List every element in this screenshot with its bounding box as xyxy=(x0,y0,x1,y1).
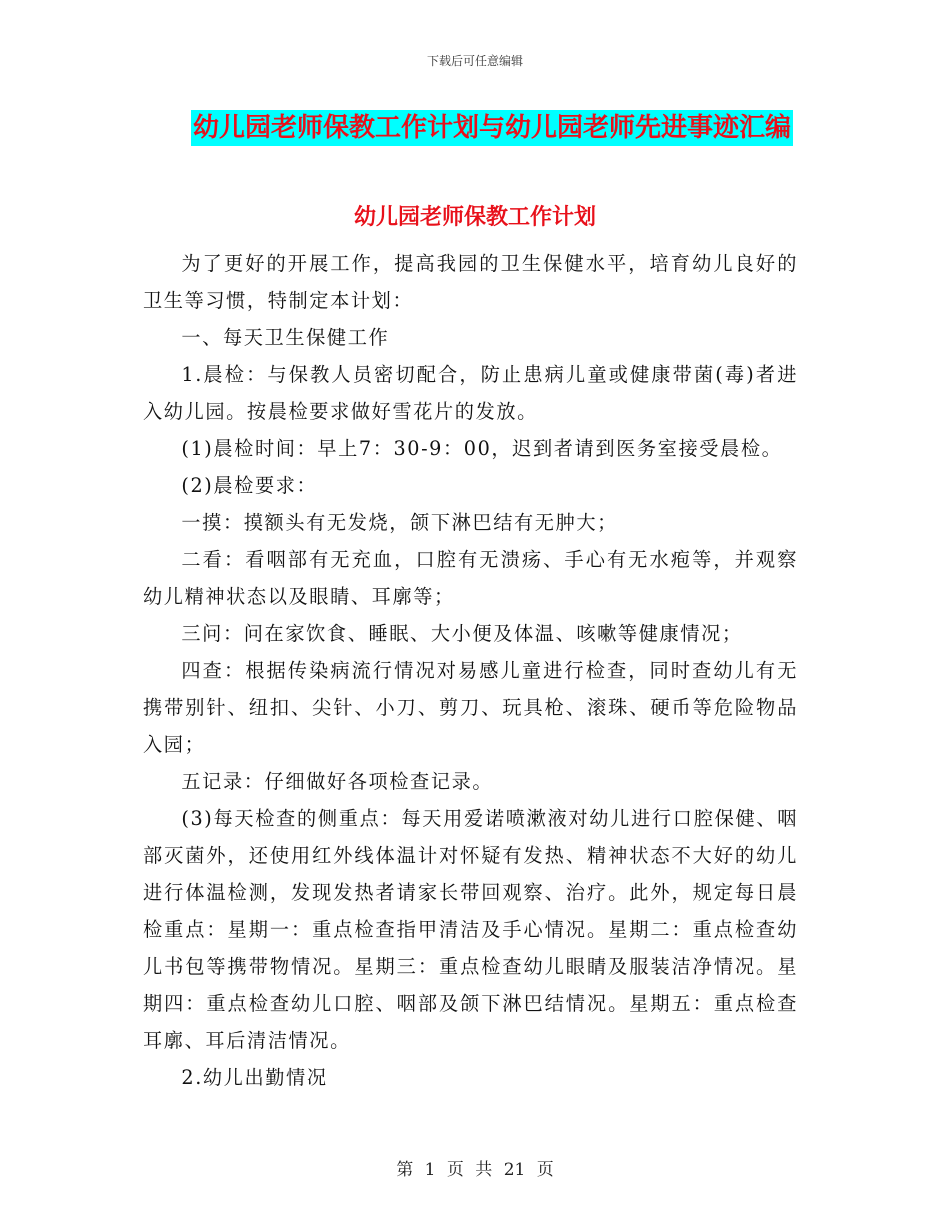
paragraph-ask: 三问：问在家饮食、睡眠、大小便及体温、咳嗽等健康情况； xyxy=(181,622,743,645)
page-number-footer: 第 1 页 共 21 页 xyxy=(396,1160,554,1180)
page-header-note: 下载后可任意编辑 xyxy=(426,54,523,68)
paragraph-morning-check: 1.晨检：与保教人员密切配合，防止患病儿童或健康带菌(毒)者进入幼儿园。按晨检要求做好雪花片的发放。 xyxy=(143,363,798,423)
paragraph-daily-focus: (3)每天检查的侧重点：每天用爱诺喷漱液对幼儿进行口腔保健、咽部灭菌外，还使用红外线体温计对怀疑有发热、精神状态不大好的幼儿进行体温检测，发现发热者请家长带回观察、治疗。此外，规定每日晨检重点：星期一：重点检查指甲清洁及手心情况。星期二：重点检查幼儿书包等携带物情况。星期三：重点检查幼儿眼睛及服装洁净情况。星期四：重点检查幼儿口腔、咽部及颌下淋巴结情况。星期五：重点检查耳廓、耳后清洁情况。 xyxy=(143,807,798,1052)
paragraph-record: 五记录：仔细做好各项检查记录。 xyxy=(181,770,494,793)
paragraph-attendance: 2.幼儿出勤情况 xyxy=(181,1066,328,1089)
paragraph-inspect: 四查：根据传染病流行情况对易感儿童进行检查，同时查幼儿有无携带别针、纽扣、尖针、小刀、剪刀、玩具枪、滚珠、硬币等危险物品入园； xyxy=(143,659,798,756)
paragraph-intro: 为了更好的开展工作，提高我园的卫生保健水平，培育幼儿良好的卫生等习惯，特制定本计划： xyxy=(143,252,798,312)
document-body xyxy=(143,245,798,1096)
paragraph-touch: 一摸：摸额头有无发烧，颌下淋巴结有无肿大； xyxy=(181,511,618,534)
document-main-title: 幼儿园老师保教工作计划与幼儿园老师先进事迹汇编 xyxy=(191,110,793,146)
paragraph-look: 二看：看咽部有无充血，口腔有无溃疡、手心有无水疱等，并观察幼儿精神状态以及眼睛、耳廓等； xyxy=(143,548,798,608)
paragraph-check-requirements: (2)晨检要求： xyxy=(181,474,318,497)
paragraph-check-time: (1)晨检时间：早上7：30-9：00，迟到者请到医务室接受晨检。 xyxy=(181,437,783,460)
section-title: 幼儿园老师保教工作计划 xyxy=(353,205,596,230)
paragraph-heading-daily-health: 一、每天卫生保健工作 xyxy=(181,326,390,349)
